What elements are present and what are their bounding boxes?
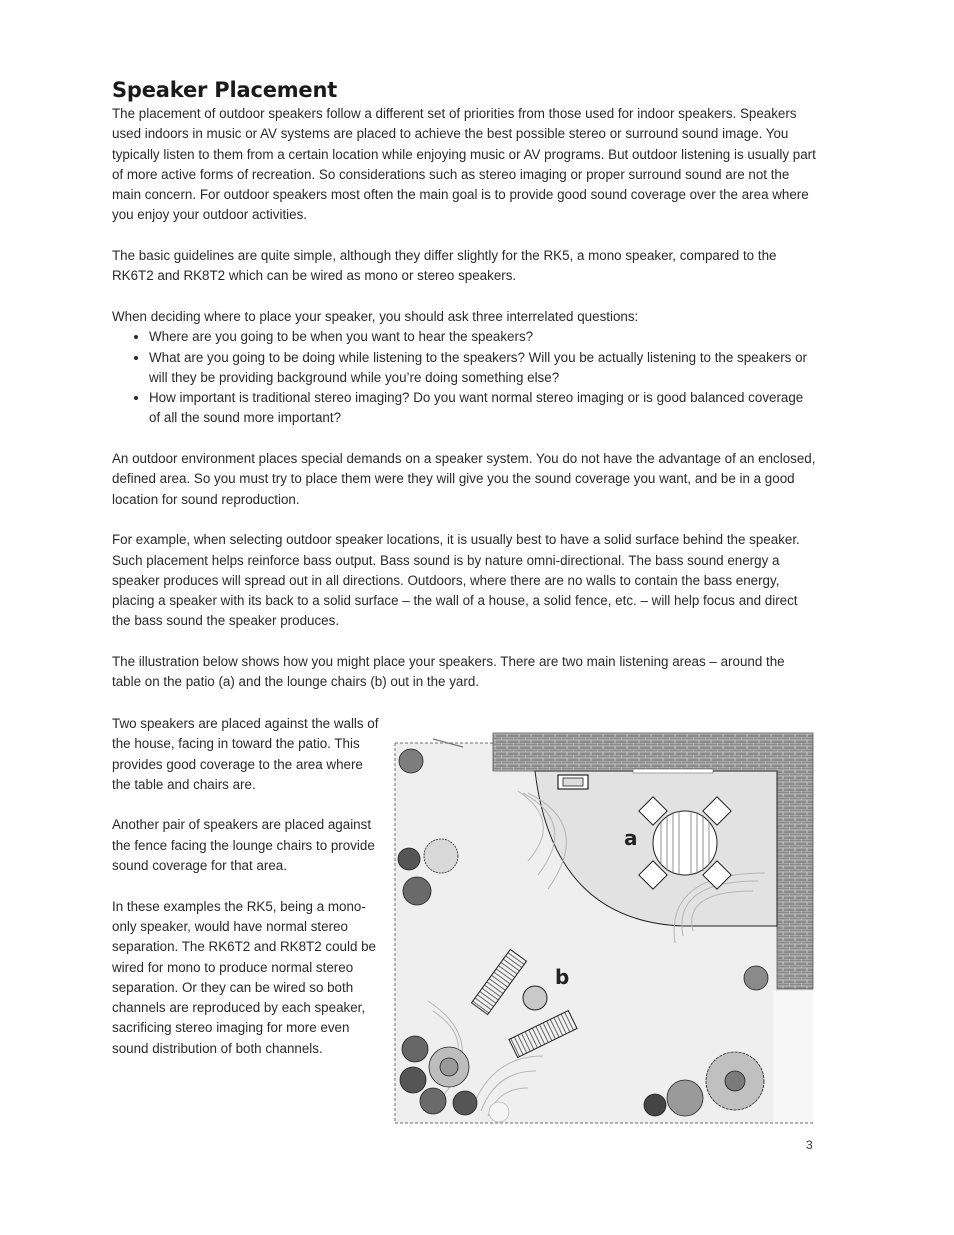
list-item: • What are you going to be doing while listening to the speakers? Will you be actually listening to the speakers or will they be providing background while you’re doing something else?	[149, 348, 817, 389]
paragraph-fence: Another pair of speakers are placed against the fence facing the lounge chairs to provide sound coverage for that area.	[112, 817, 375, 874]
page-number: 3	[806, 1138, 813, 1152]
main-content	[112, 78, 817, 713]
paragraph-questions-lead: When deciding where to place your speaker, you should ask three interrelated questions:	[112, 308, 639, 324]
paragraph-example: For example, when selecting outdoor speaker locations, it is usually best to have a solid surface behind the speaker. Such placement helps reinforce bass output. Bass sound is by nature omni-directional. The bass sound energy a speaker produces will spread out in all directions. Outdoors, where there are no walls to contain the bass energy, placing a speaker with its back to a solid surface – the wall of a house, a solid fence, etc. – will help focus and direct the bass sound the speaker produces.	[112, 532, 800, 629]
placement-illustration	[393, 731, 815, 1125]
paragraph-environment: An outdoor environment places special demands on a speaker system. You do not have the advantage of an enclosed, defined area. So you must try to place them were they will give you the sound coverage you want, and be in a good location for sound reproduction.	[112, 451, 816, 507]
label-b: b	[555, 965, 570, 989]
paragraph-guidelines: The basic guidelines are quite simple, although they differ slightly for the RK5, a mono speaker, compared to the RK6T2 and RK8T2 which can be wired as mono or stereo speakers.	[112, 248, 777, 284]
label-a: a	[624, 826, 638, 850]
list-item: • How important is traditional stereo imaging? Do you want normal stereo imaging or is good balanced coverage of all the sound more important?	[149, 388, 817, 429]
paragraph-illustration: The illustration below shows how you might place your speakers. There are two main listening areas – around the table on the patio (a) and the lounge chairs (b) out in the yard.	[112, 654, 785, 690]
list-item: • Where are you going to be when you want to hear the speakers?	[149, 327, 817, 347]
page-title: Speaker Placement	[112, 78, 338, 102]
side-column	[112, 714, 382, 1079]
paragraph-patio: Two speakers are placed against the walls of the house, facing in toward the patio. This provides good coverage to the area where the table and chairs are.	[112, 716, 379, 792]
paragraph-intro: The placement of outdoor speakers follow a different set of priorities from those used for indoor speakers. Speakers used indoors in music or AV systems are placed to achieve the best possible stereo or surround sound image. You typically listen to them from a certain location while enjoying music or AV programs. But outdoor listening is usually part of more active forms of recreation. So considerations such as stereo imaging or proper surround sound are not the main concern. For outdoor speakers most often the main goal is to provide good sound coverage over the area where you enjoy your outdoor activities.	[112, 106, 816, 223]
paragraph-mono: In these examples the RK5, being a mono-only speaker, would have normal stereo separation. The RK6T2 and RK8T2 could be wired for mono to produce normal stereo separation. Or they can be wired so both channels are reproduced by each speaker, sacrificing stereo imaging for more even sound distribution of both channels.	[112, 898, 377, 1056]
patio-table	[639, 797, 731, 889]
questions-list	[112, 327, 817, 428]
